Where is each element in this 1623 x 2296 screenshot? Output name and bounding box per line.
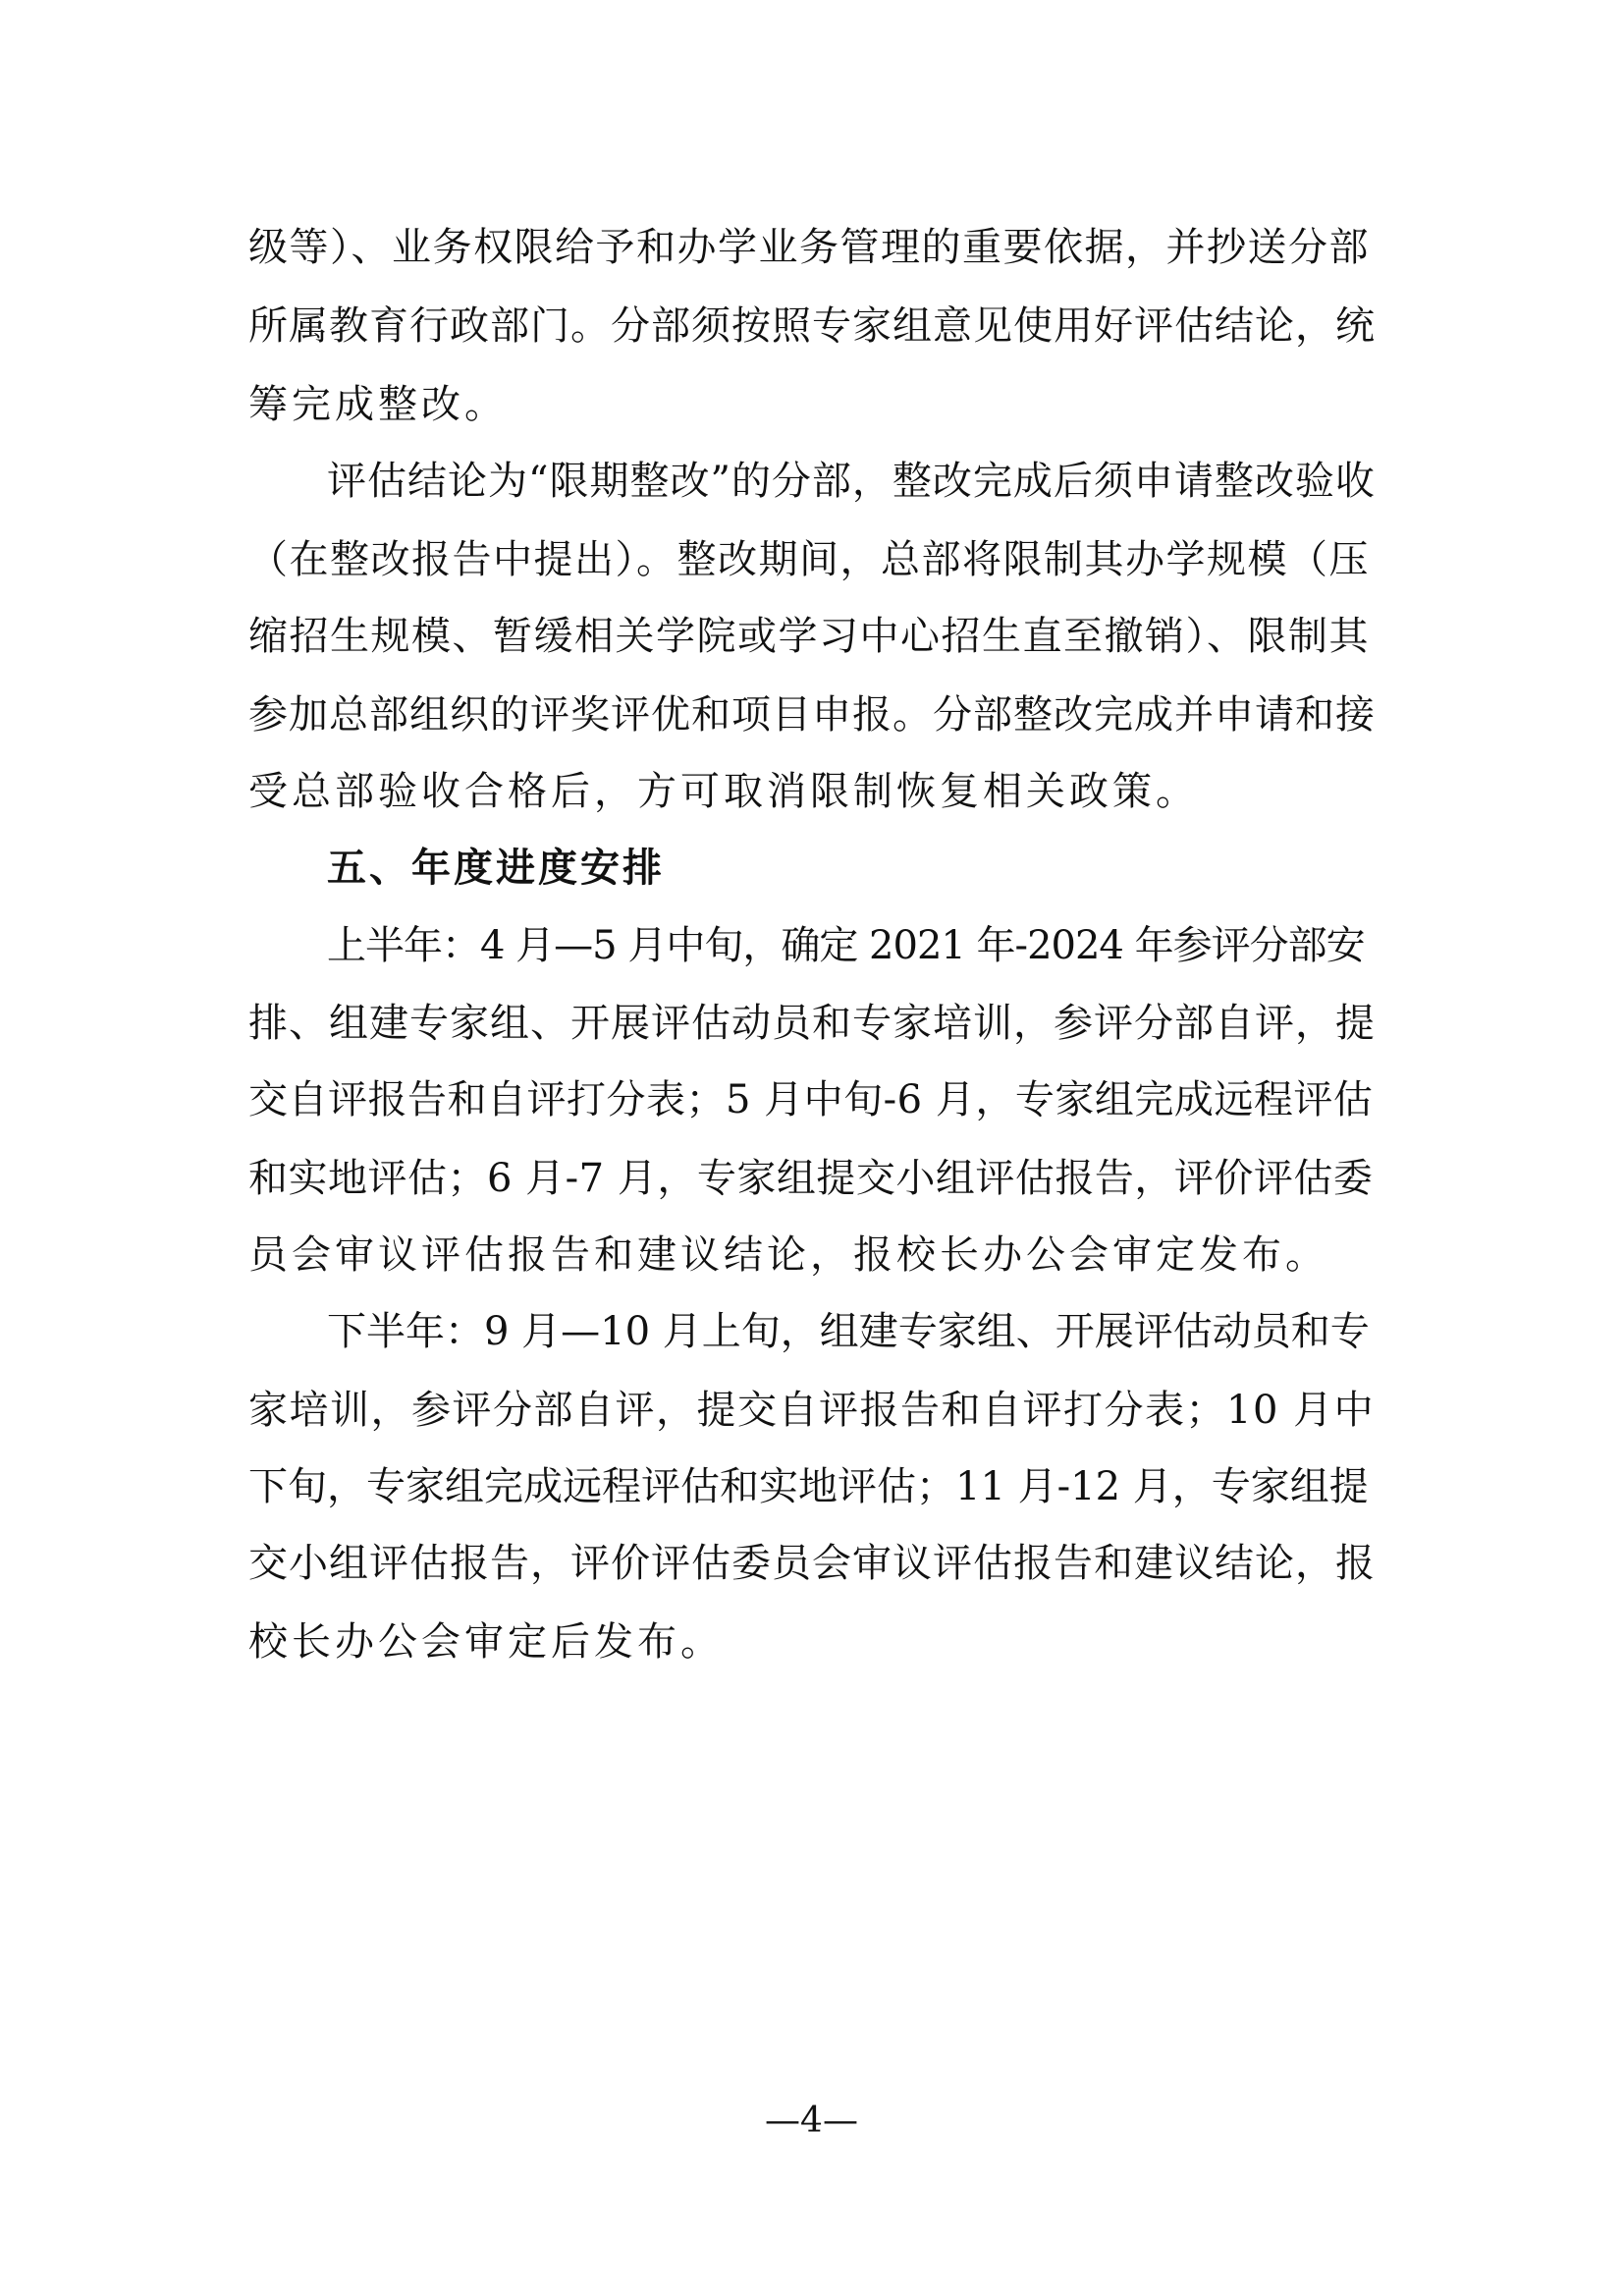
- paragraph-1-line-1: 级等）、业务权限给予和办学业务管理的重要依据，并抄送分部: [248, 225, 1370, 270]
- paragraph-3-line-1: 上半年：4 月—5 月中旬，确定 2021 年-2024 年参评分部安: [327, 923, 1365, 968]
- paragraph-3-line-2: 排、组建专家组、开展评估动员和专家培训，参评分部自评，提: [248, 1001, 1376, 1046]
- paragraph-2-line-2: （在整改报告中提出）。整改期间，总部将限制其办学规模（压: [248, 537, 1370, 582]
- paragraph-4-line-5: 校长办公会审定后发布。: [248, 1619, 724, 1665]
- paragraph-4-line-2: 家培训，参评分部自评，提交自评报告和自评打分表；10 月中: [248, 1388, 1376, 1433]
- paragraph-3-line-5: 员会审议评估报告和建议结论，报校长办公会审定发布。: [248, 1232, 1328, 1278]
- paragraph-2-line-1: 评估结论为“限期整改”的分部，整改完成后须申请整改验收: [327, 459, 1376, 504]
- paragraph-1-line-3: 筹完成整改。: [248, 382, 508, 427]
- paragraph-1-line-2: 所属教育行政部门。分部须按照专家组意见使用好评估结论，统: [248, 303, 1376, 349]
- paragraph-3-line-4: 和实地评估；6 月-7 月，专家组提交小组评估报告，评价评估委: [248, 1156, 1374, 1201]
- page-number: —4—: [765, 2101, 858, 2141]
- paragraph-2-line-5: 受总部验收合格后，方可取消限制恢复相关政策。: [248, 769, 1199, 814]
- paragraph-3-line-3: 交自评报告和自评打分表；5 月中旬-6 月，专家组完成远程评估: [248, 1077, 1374, 1122]
- section-heading: 五、年度进度安排: [327, 846, 665, 891]
- paragraph-2-line-3: 缩招生规模、暂缓相关学院或学习中心招生直至撤销）、限制其: [248, 614, 1370, 659]
- paragraph-4-line-3: 下旬，专家组完成远程评估和实地评估；11 月-12 月，专家组提: [248, 1464, 1369, 1509]
- paragraph-2-line-4: 参加总部组织的评奖评优和项目申报。分部整改完成并申请和接: [248, 692, 1376, 738]
- paragraph-4-line-1: 下半年：9 月—10 月上旬，组建专家组、开展评估动员和专: [327, 1309, 1370, 1354]
- paragraph-4-line-4: 交小组评估报告，评价评估委员会审议评估报告和建议结论，报: [248, 1541, 1376, 1586]
